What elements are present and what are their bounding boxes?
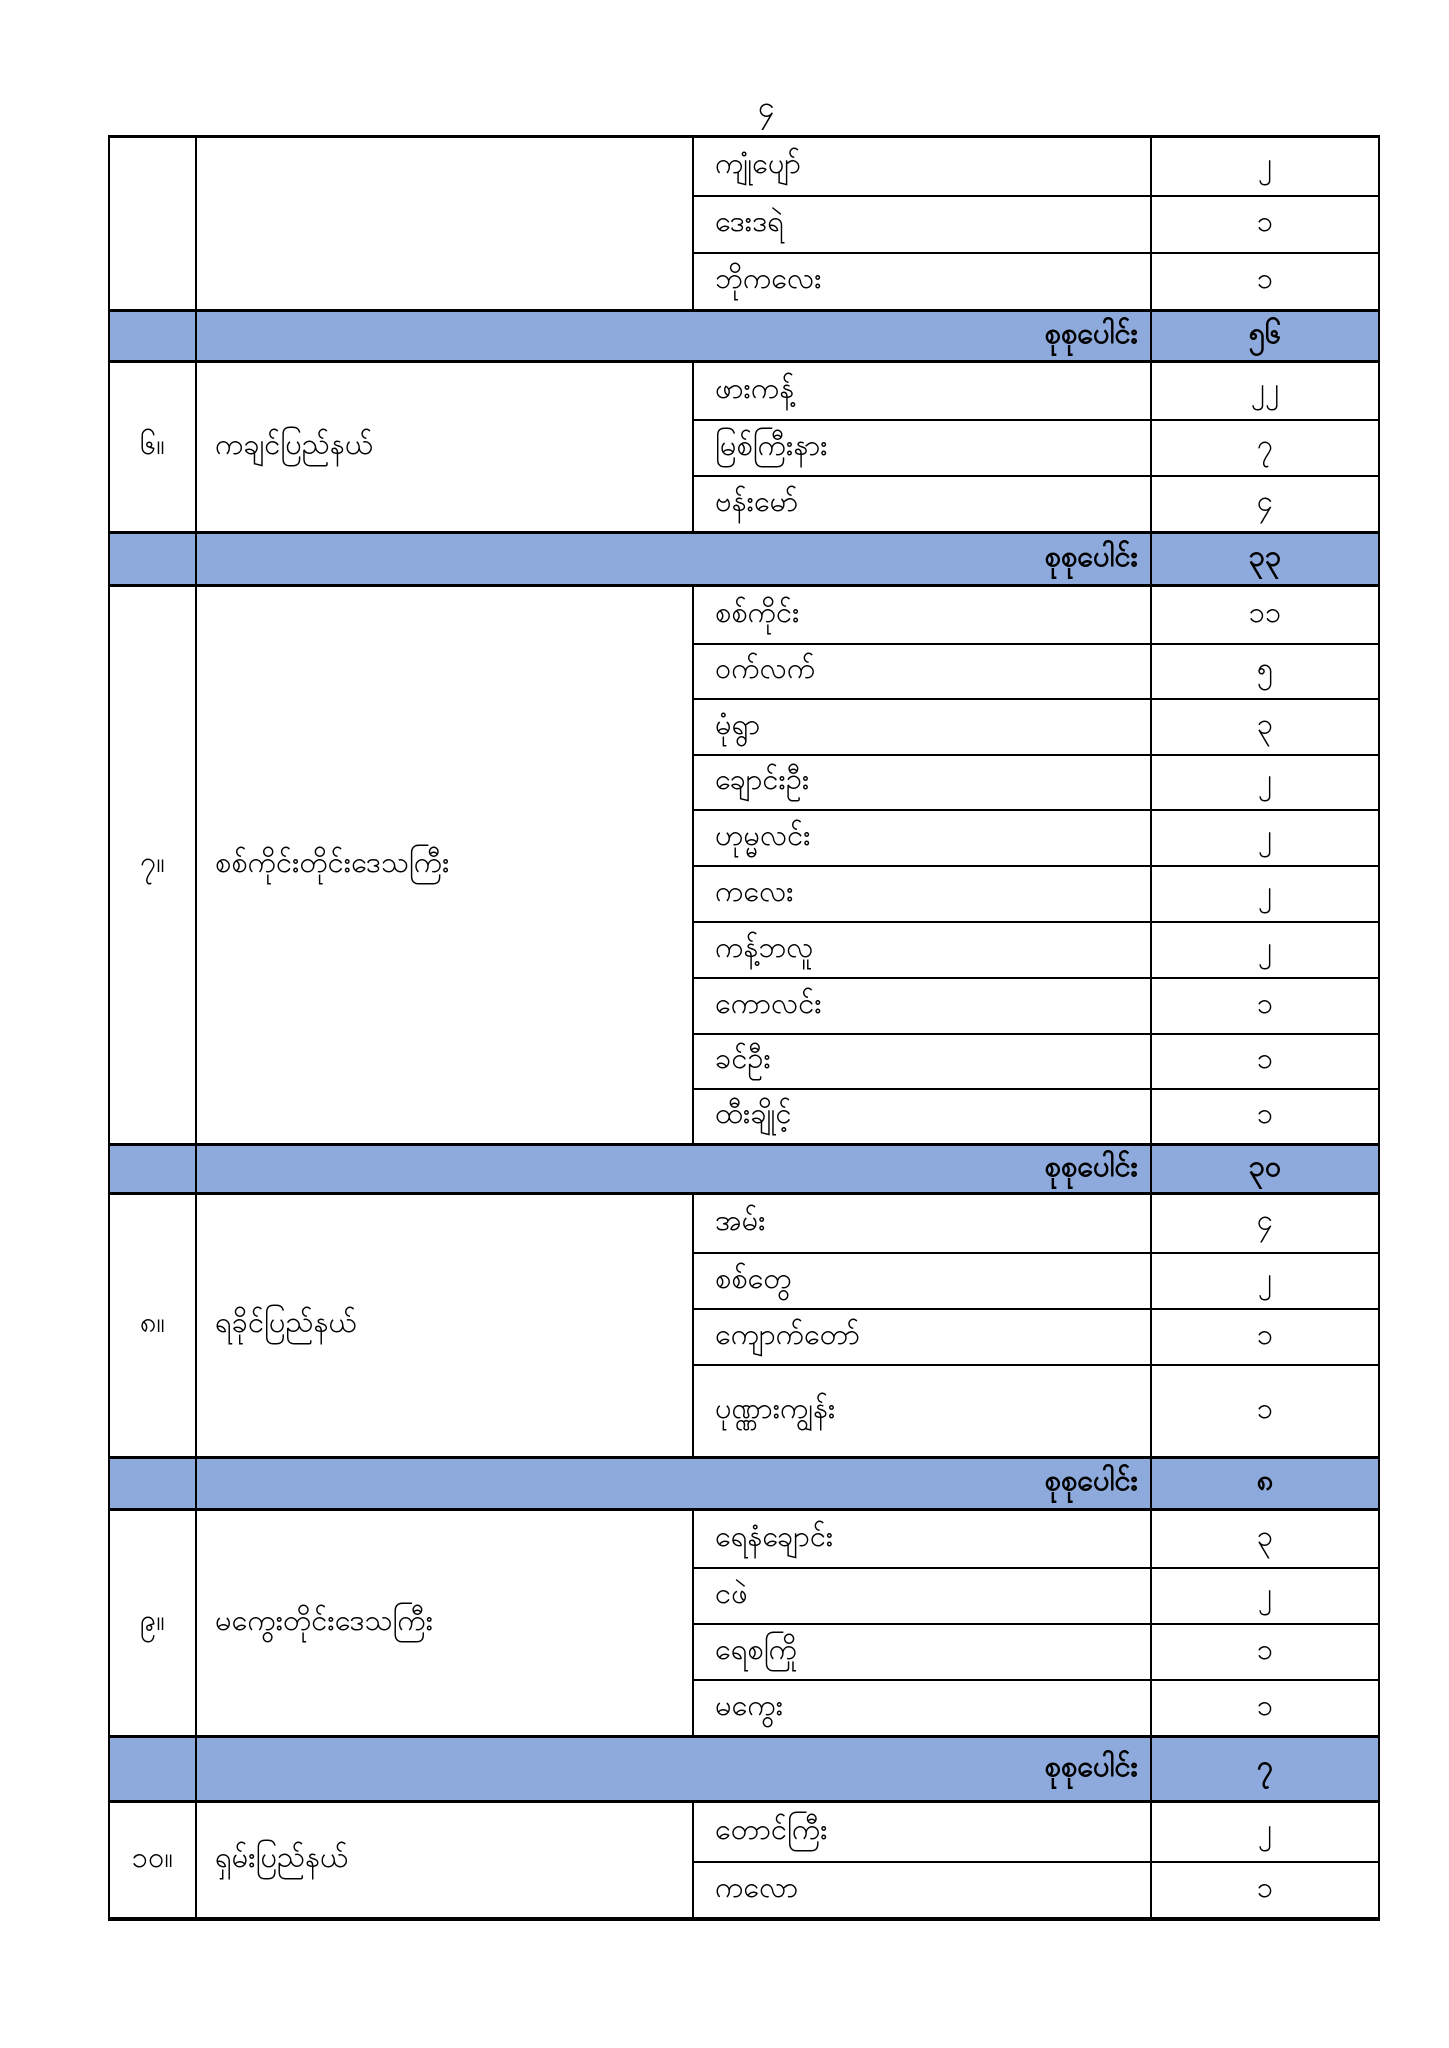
- township-cell: ကလေး: [715, 875, 794, 908]
- township-cell: ကလော: [715, 1871, 799, 1904]
- region-section: [110, 587, 1378, 1143]
- township-cell: မြစ်ကြီးနား: [715, 429, 828, 462]
- count-cell: ၅: [1150, 645, 1378, 698]
- region-name-cell: [197, 138, 694, 309]
- count-cell: ၇: [1150, 421, 1378, 475]
- count-cell: ၂: [1150, 811, 1378, 865]
- township-cell: ကျောက်တော်: [715, 1318, 860, 1351]
- township-rows: [694, 1511, 1378, 1735]
- row-number-cell: ၁၀။: [110, 1803, 197, 1917]
- count-cell: ၂: [1150, 756, 1378, 809]
- region-name-cell: ကချင်ပြည်နယ်: [197, 363, 694, 531]
- table-row: [694, 643, 1378, 698]
- township-cell: မကွေး: [715, 1689, 784, 1722]
- row-number-cell: [110, 138, 197, 309]
- townships-table: [108, 135, 1380, 1921]
- total-row: [110, 1456, 1378, 1511]
- total-spacer-cell: [110, 1146, 197, 1192]
- count-cell: ၂: [1150, 138, 1378, 195]
- total-label-cell: စုစုပေါင်း: [197, 312, 1150, 360]
- township-cell: တောင်ကြီး: [715, 1813, 828, 1846]
- township-cell: ဟုမ္မလင်း: [715, 819, 811, 852]
- township-rows: [694, 138, 1378, 309]
- region-name-cell: မကွေးတိုင်းဒေသကြီး: [197, 1511, 694, 1735]
- count-cell: ၃: [1150, 700, 1378, 754]
- region-section: [110, 363, 1378, 531]
- township-cell: ရေစကြို: [715, 1633, 797, 1666]
- total-spacer-cell: [110, 1459, 197, 1508]
- table-row: [694, 195, 1378, 252]
- table-row: [694, 363, 1378, 419]
- total-value-cell: ၈: [1150, 1459, 1378, 1508]
- count-cell: ၁: [1150, 1310, 1378, 1364]
- count-cell: ၁၁: [1150, 587, 1378, 643]
- township-cell: စစ်တွေ: [715, 1262, 792, 1295]
- total-value-cell: ၃၃: [1150, 534, 1378, 584]
- table-row: [694, 865, 1378, 921]
- township-cell: အမ်း: [715, 1205, 766, 1237]
- count-cell: ၂: [1150, 867, 1378, 921]
- table-row: [694, 587, 1378, 643]
- count-cell: ၁: [1150, 979, 1378, 1033]
- township-cell: ချောင်းဦး: [715, 764, 810, 796]
- total-label-cell: စုစုပေါင်း: [197, 534, 1150, 584]
- township-cell: ပုဏ္ဏားကျွန်း: [715, 1392, 836, 1425]
- township-cell: မုံရွာ: [715, 708, 761, 741]
- township-rows: [694, 587, 1378, 1143]
- count-cell: ၄: [1150, 477, 1378, 531]
- table-row: [694, 1511, 1378, 1567]
- count-cell: ၁: [1150, 1681, 1378, 1735]
- township-cell: ကန့်ဘလူ: [715, 931, 814, 964]
- count-cell: ၁: [1150, 1035, 1378, 1088]
- count-cell: ၁: [1150, 1090, 1378, 1143]
- township-cell: ခင်ဦး: [715, 1043, 771, 1075]
- table-row: [694, 977, 1378, 1033]
- table-row: [694, 1567, 1378, 1623]
- count-cell: ၁: [1150, 1366, 1378, 1456]
- table-row: [694, 809, 1378, 865]
- table-row: [694, 252, 1378, 309]
- township-cell: ဖားကန့်: [715, 372, 795, 405]
- region-name-cell: ရခိုင်ပြည်နယ်: [197, 1195, 694, 1456]
- table-row: [694, 1679, 1378, 1735]
- count-cell: ၁: [1150, 197, 1378, 252]
- total-label-cell: စုစုပေါင်း: [197, 1146, 1150, 1192]
- total-label-cell: စုစုပေါင်း: [197, 1459, 1150, 1508]
- count-cell: ၃: [1150, 1511, 1378, 1567]
- table-row: [694, 921, 1378, 977]
- table-row: [694, 754, 1378, 809]
- count-cell: ၂: [1150, 1569, 1378, 1623]
- total-label-cell: စုစုပေါင်း: [197, 1738, 1150, 1800]
- row-number-cell: ၈။: [110, 1195, 197, 1456]
- table-row: [694, 1033, 1378, 1088]
- township-cell: ဒေးဒရဲ: [715, 206, 784, 238]
- table-row: [694, 419, 1378, 475]
- count-cell: ၄: [1150, 1195, 1378, 1252]
- township-cell: စစ်ကိုင်း: [715, 596, 800, 629]
- table-row: [694, 1088, 1378, 1143]
- township-cell: ဘိုကလေး: [715, 263, 822, 295]
- total-spacer-cell: [110, 534, 197, 584]
- region-section: [110, 1803, 1378, 1917]
- row-number-cell: ၆။: [110, 363, 197, 531]
- total-row: [110, 1735, 1378, 1803]
- table-row: [694, 1195, 1378, 1252]
- township-rows: [694, 363, 1378, 531]
- region-section: [110, 138, 1378, 309]
- total-spacer-cell: [110, 1738, 197, 1800]
- table-row: [694, 475, 1378, 531]
- count-cell: ၁: [1150, 254, 1378, 309]
- row-number-cell: ၇။: [110, 587, 197, 1143]
- total-row: [110, 309, 1378, 363]
- table-row: [694, 1803, 1378, 1861]
- count-cell: ၂၂: [1150, 363, 1378, 419]
- region-section: [110, 1511, 1378, 1735]
- total-value-cell: ၃၀: [1150, 1146, 1378, 1192]
- township-cell: ငဖဲ: [715, 1577, 748, 1610]
- total-value-cell: ၅၆: [1150, 312, 1378, 360]
- township-cell: ဗန်းမော်: [715, 485, 799, 518]
- count-cell: ၂: [1150, 1803, 1378, 1861]
- count-cell: ၂: [1150, 1254, 1378, 1308]
- township-cell: ဝက်လက်: [715, 653, 816, 685]
- total-spacer-cell: [110, 312, 197, 360]
- township-cell: ကျုံပျော်: [715, 148, 801, 180]
- table-row: [694, 1364, 1378, 1456]
- count-cell: ၂: [1150, 923, 1378, 977]
- row-number-cell: ၉။: [110, 1511, 197, 1735]
- township-cell: ထီးချိုင့်: [715, 1098, 792, 1130]
- township-cell: ကောလင်း: [715, 987, 822, 1020]
- township-rows: [694, 1195, 1378, 1456]
- table-row: [694, 1308, 1378, 1364]
- township-rows: [694, 1803, 1378, 1917]
- table-row: [694, 1252, 1378, 1308]
- region-section: [110, 1195, 1378, 1456]
- township-cell: ရေနံချောင်း: [715, 1520, 834, 1553]
- region-name-cell: ရှမ်းပြည်နယ်: [197, 1803, 694, 1917]
- total-row: [110, 531, 1378, 587]
- count-cell: ၁: [1150, 1863, 1378, 1917]
- table-row: [694, 1861, 1378, 1917]
- count-cell: ၁: [1150, 1625, 1378, 1679]
- table-row: [694, 138, 1378, 195]
- total-row: [110, 1143, 1378, 1195]
- table-row: [694, 1623, 1378, 1679]
- page-number: ၄: [757, 91, 775, 124]
- total-value-cell: ၇: [1150, 1738, 1378, 1800]
- table-row: [694, 698, 1378, 754]
- region-name-cell: စစ်ကိုင်းတိုင်းဒေသကြီး: [197, 587, 694, 1143]
